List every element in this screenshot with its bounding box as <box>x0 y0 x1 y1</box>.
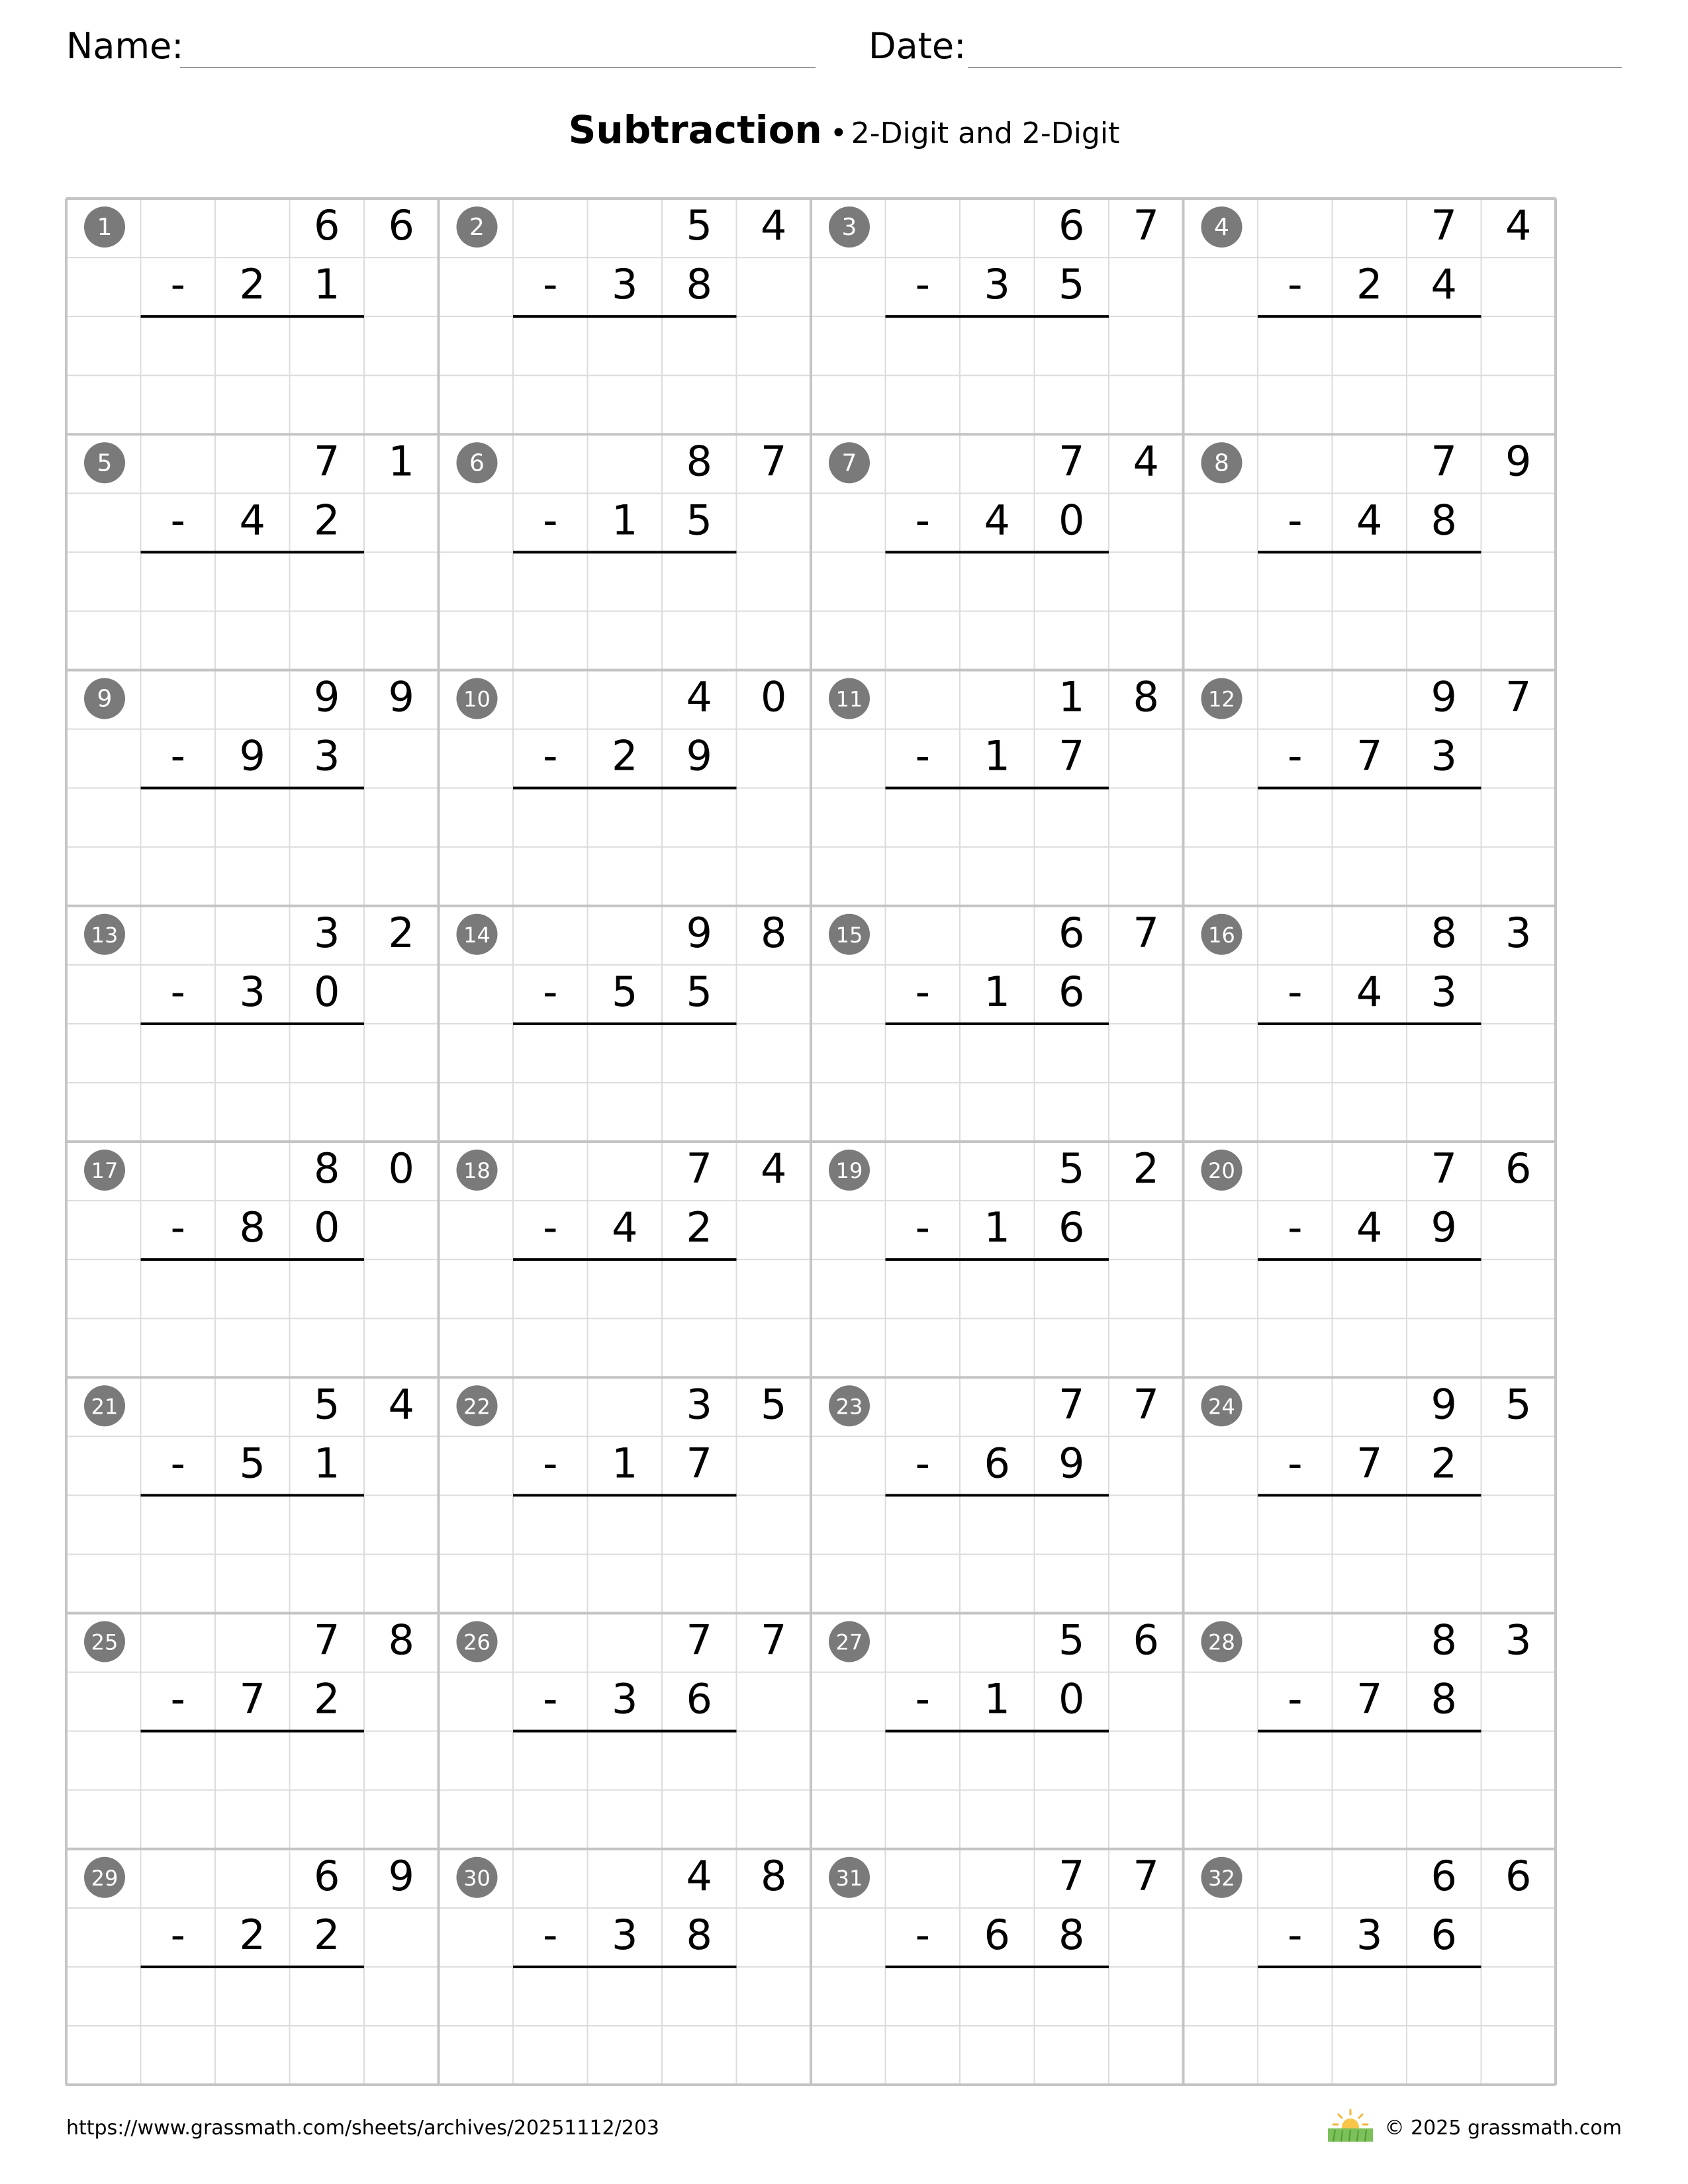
problem-number: 28 <box>1208 1629 1235 1655</box>
minuend-tens-digit: 6 <box>314 201 340 250</box>
minus-sign: - <box>543 731 558 780</box>
minus-sign: - <box>915 1674 930 1723</box>
subtrahend-tens-digit: 2 <box>1356 260 1383 309</box>
problem-22 <box>457 1380 787 1495</box>
minuend-tens-digit: 8 <box>1430 908 1457 957</box>
subtrahend-ones-digit: 2 <box>314 496 340 545</box>
minuend-tens-digit: 9 <box>686 908 712 957</box>
subtrahend-ones-digit: 8 <box>686 1910 712 1959</box>
subtrahend-tens-digit: 1 <box>612 1439 638 1488</box>
subtrahend-ones-digit: 3 <box>314 731 340 780</box>
minus-sign: - <box>915 260 930 309</box>
subtrahend-tens-digit: 3 <box>612 1674 638 1723</box>
minus-sign: - <box>170 1203 185 1252</box>
problem-number: 24 <box>1208 1394 1235 1420</box>
minus-sign: - <box>915 1910 930 1959</box>
subtrahend-ones-digit: 0 <box>1058 496 1085 545</box>
minus-sign: - <box>170 731 185 780</box>
subtrahend-ones-digit: 9 <box>1430 1203 1457 1252</box>
minus-sign: - <box>170 496 185 545</box>
minuend-tens-digit: 8 <box>314 1144 340 1193</box>
subtrahend-tens-digit: 1 <box>984 1203 1010 1252</box>
minuend-ones-digit: 9 <box>1505 437 1532 486</box>
problem-17 <box>84 1144 414 1259</box>
problem-number: 23 <box>835 1394 863 1420</box>
minuend-tens-digit: 7 <box>314 1615 340 1664</box>
minus-sign: - <box>170 260 185 309</box>
minuend-ones-digit: 4 <box>761 201 787 250</box>
problem-14 <box>457 909 787 1024</box>
minuend-ones-digit: 5 <box>761 1380 787 1429</box>
subtrahend-ones-digit: 2 <box>314 1674 340 1723</box>
minuend-tens-digit: 3 <box>314 908 340 957</box>
subtrahend-tens-digit: 7 <box>239 1674 265 1723</box>
problem-6 <box>457 437 787 552</box>
minuend-tens-digit: 5 <box>314 1380 340 1429</box>
minuend-tens-digit: 6 <box>314 1851 340 1900</box>
subtrahend-ones-digit: 6 <box>1058 1203 1085 1252</box>
problem-29 <box>84 1852 414 1967</box>
subtrahend-tens-digit: 3 <box>984 260 1010 309</box>
subtrahend-ones-digit: 2 <box>686 1203 712 1252</box>
subtrahend-tens-digit: 2 <box>239 1910 265 1959</box>
footer-copyright: © 2025 grassmath.com <box>1384 2116 1622 2140</box>
minuend-tens-digit: 5 <box>686 201 712 250</box>
problem-27 <box>829 1616 1159 1731</box>
date-label: Date: <box>868 25 966 67</box>
minus-sign: - <box>1288 260 1303 309</box>
minuend-ones-digit: 7 <box>1133 1851 1159 1900</box>
minuend-tens-digit: 5 <box>1058 1615 1085 1664</box>
subtrahend-ones-digit: 4 <box>1430 260 1457 309</box>
subtrahend-tens-digit: 3 <box>239 967 265 1016</box>
problem-16 <box>1201 909 1532 1024</box>
subtrahend-tens-digit: 7 <box>1356 731 1383 780</box>
minuend-ones-digit: 3 <box>1505 908 1532 957</box>
problem-4 <box>1201 201 1532 316</box>
minus-sign: - <box>915 731 930 780</box>
problem-13 <box>84 909 414 1024</box>
subtrahend-ones-digit: 2 <box>1430 1439 1457 1488</box>
subtrahend-tens-digit: 5 <box>239 1439 265 1488</box>
minuend-ones-digit: 7 <box>1133 908 1159 957</box>
problem-number: 7 <box>841 449 857 477</box>
problem-number: 2 <box>469 214 485 241</box>
subtrahend-ones-digit: 6 <box>1430 1910 1457 1959</box>
minus-sign: - <box>543 1910 558 1959</box>
minuend-ones-digit: 7 <box>1133 1380 1159 1429</box>
problem-number: 31 <box>835 1865 863 1891</box>
subtrahend-tens-digit: 6 <box>984 1439 1010 1488</box>
problem-number: 25 <box>91 1629 118 1655</box>
minuend-ones-digit: 8 <box>388 1615 414 1664</box>
problem-number: 29 <box>91 1865 118 1891</box>
subtrahend-ones-digit: 3 <box>1430 731 1457 780</box>
minus-sign: - <box>543 1203 558 1252</box>
minuend-ones-digit: 8 <box>761 1851 787 1900</box>
subtrahend-ones-digit: 5 <box>686 967 712 1016</box>
subtrahend-tens-digit: 1 <box>984 1674 1010 1723</box>
subtrahend-ones-digit: 2 <box>314 1910 340 1959</box>
minuend-ones-digit: 7 <box>1133 201 1159 250</box>
title-separator: • <box>829 116 847 150</box>
minuend-ones-digit: 3 <box>1505 1615 1532 1664</box>
subtrahend-tens-digit: 4 <box>1356 496 1383 545</box>
subtrahend-tens-digit: 4 <box>612 1203 638 1252</box>
problem-8 <box>1201 437 1532 552</box>
problem-number: 15 <box>835 922 863 948</box>
sun-over-grass-icon <box>1327 2109 1374 2143</box>
minuend-tens-digit: 7 <box>686 1615 712 1664</box>
minus-sign: - <box>915 1439 930 1488</box>
problem-5 <box>84 437 414 552</box>
minus-sign: - <box>1288 1674 1303 1723</box>
minuend-ones-digit: 0 <box>761 672 787 721</box>
subtrahend-tens-digit: 4 <box>239 496 265 545</box>
problem-number: 3 <box>841 214 857 241</box>
minuend-ones-digit: 4 <box>1133 437 1159 486</box>
minuend-ones-digit: 6 <box>388 201 414 250</box>
problem-number: 26 <box>463 1629 491 1655</box>
problem-number: 19 <box>835 1158 863 1183</box>
minuend-tens-digit: 4 <box>686 672 712 721</box>
problem-32 <box>1201 1852 1532 1967</box>
subtrahend-tens-digit: 1 <box>612 496 638 545</box>
subtrahend-ones-digit: 9 <box>686 731 712 780</box>
minuend-ones-digit: 7 <box>761 1615 787 1664</box>
minuend-ones-digit: 9 <box>388 672 414 721</box>
minuend-tens-digit: 5 <box>1058 1144 1085 1193</box>
subtrahend-tens-digit: 4 <box>984 496 1010 545</box>
minuend-tens-digit: 9 <box>1430 1380 1457 1429</box>
minuend-ones-digit: 6 <box>1133 1615 1159 1664</box>
subtrahend-ones-digit: 6 <box>686 1674 712 1723</box>
subtrahend-ones-digit: 1 <box>314 1439 340 1488</box>
subtrahend-tens-digit: 4 <box>1356 967 1383 1016</box>
minuend-tens-digit: 6 <box>1058 908 1085 957</box>
problem-number: 18 <box>463 1158 491 1183</box>
problem-number: 22 <box>463 1394 491 1420</box>
minuend-tens-digit: 7 <box>1430 201 1457 250</box>
minuend-ones-digit: 2 <box>388 908 414 957</box>
subtrahend-ones-digit: 0 <box>314 1203 340 1252</box>
subtrahend-ones-digit: 3 <box>1430 967 1457 1016</box>
problem-number: 9 <box>97 685 113 713</box>
minuend-tens-digit: 7 <box>1430 1144 1457 1193</box>
subtrahend-ones-digit: 8 <box>1058 1910 1085 1959</box>
minuend-tens-digit: 8 <box>686 437 712 486</box>
problem-number: 4 <box>1214 214 1229 241</box>
subtrahend-ones-digit: 1 <box>314 260 340 309</box>
minuend-tens-digit: 6 <box>1430 1851 1457 1900</box>
problem-15 <box>829 909 1159 1024</box>
problem-number: 12 <box>1208 686 1235 712</box>
subtrahend-tens-digit: 2 <box>612 731 638 780</box>
problem-20 <box>1201 1144 1532 1259</box>
minuend-tens-digit: 7 <box>1058 1380 1085 1429</box>
minuend-ones-digit: 1 <box>388 437 414 486</box>
minus-sign: - <box>543 496 558 545</box>
minus-sign: - <box>543 967 558 1016</box>
problem-number: 1 <box>97 214 113 241</box>
problem-30 <box>457 1852 787 1967</box>
minuend-tens-digit: 7 <box>1058 437 1085 486</box>
problem-9 <box>84 673 414 788</box>
minus-sign: - <box>170 1910 185 1959</box>
problem-12 <box>1201 673 1532 788</box>
title-subtitle: 2-Digit and 2-Digit <box>851 116 1120 150</box>
minuend-tens-digit: 4 <box>686 1851 712 1900</box>
problem-26 <box>457 1616 787 1731</box>
minuend-ones-digit: 4 <box>761 1144 787 1193</box>
name-label: Name: <box>66 25 184 67</box>
minuend-ones-digit: 4 <box>388 1380 414 1429</box>
minuend-tens-digit: 7 <box>1430 437 1457 486</box>
footer-url: https://www.grassmath.com/sheets/archives/20251112/203 <box>66 2116 660 2140</box>
minus-sign: - <box>170 1674 185 1723</box>
problem-1 <box>84 201 414 316</box>
minus-sign: - <box>1288 1203 1303 1252</box>
problem-11 <box>829 673 1159 788</box>
minuend-ones-digit: 8 <box>1133 672 1159 721</box>
minuend-ones-digit: 4 <box>1505 201 1532 250</box>
problem-number: 5 <box>97 449 113 477</box>
minus-sign: - <box>1288 967 1303 1016</box>
problem-number: 32 <box>1208 1865 1235 1891</box>
minuend-ones-digit: 0 <box>388 1144 414 1193</box>
subtrahend-tens-digit: 3 <box>612 1910 638 1959</box>
minuend-tens-digit: 9 <box>1430 672 1457 721</box>
subtrahend-tens-digit: 3 <box>612 260 638 309</box>
subtrahend-ones-digit: 8 <box>1430 1674 1457 1723</box>
minus-sign: - <box>915 967 930 1016</box>
subtrahend-ones-digit: 7 <box>686 1439 712 1488</box>
minuend-ones-digit: 9 <box>388 1851 414 1900</box>
subtrahend-tens-digit: 5 <box>612 967 638 1016</box>
subtrahend-ones-digit: 5 <box>686 496 712 545</box>
problem-number: 21 <box>91 1394 118 1420</box>
subtrahend-tens-digit: 3 <box>1356 1910 1383 1959</box>
minus-sign: - <box>1288 496 1303 545</box>
problem-number: 17 <box>91 1158 118 1183</box>
subtrahend-tens-digit: 7 <box>1356 1439 1383 1488</box>
minuend-ones-digit: 8 <box>761 908 787 957</box>
minus-sign: - <box>543 260 558 309</box>
subtrahend-tens-digit: 2 <box>239 260 265 309</box>
subtrahend-tens-digit: 4 <box>1356 1203 1383 1252</box>
subtrahend-tens-digit: 1 <box>984 731 1010 780</box>
minuend-ones-digit: 6 <box>1505 1144 1532 1193</box>
minuend-tens-digit: 9 <box>314 672 340 721</box>
problem-2 <box>457 201 787 316</box>
problem-number: 14 <box>463 922 491 948</box>
problem-number: 11 <box>835 686 863 712</box>
subtrahend-ones-digit: 0 <box>1058 1674 1085 1723</box>
problem-number: 6 <box>469 449 485 477</box>
subtrahend-ones-digit: 0 <box>314 967 340 1016</box>
subtrahend-ones-digit: 5 <box>1058 260 1085 309</box>
problem-28 <box>1201 1616 1532 1731</box>
problem-25 <box>84 1616 414 1731</box>
minus-sign: - <box>915 1203 930 1252</box>
minus-sign: - <box>1288 1439 1303 1488</box>
problem-23 <box>829 1380 1159 1495</box>
minuend-tens-digit: 6 <box>1058 201 1085 250</box>
subtrahend-ones-digit: 9 <box>1058 1439 1085 1488</box>
problem-number: 20 <box>1208 1158 1235 1183</box>
problem-7 <box>829 437 1159 552</box>
subtrahend-tens-digit: 1 <box>984 967 1010 1016</box>
minuend-ones-digit: 6 <box>1505 1851 1532 1900</box>
subtrahend-tens-digit: 7 <box>1356 1674 1383 1723</box>
problem-24 <box>1201 1380 1532 1495</box>
problem-18 <box>457 1144 787 1259</box>
minus-sign: - <box>543 1674 558 1723</box>
problem-31 <box>829 1852 1159 1967</box>
minuend-ones-digit: 5 <box>1505 1380 1532 1429</box>
problem-19 <box>829 1144 1159 1259</box>
minuend-tens-digit: 1 <box>1058 672 1085 721</box>
minus-sign: - <box>1288 731 1303 780</box>
subtrahend-tens-digit: 6 <box>984 1910 1010 1959</box>
subtrahend-tens-digit: 9 <box>239 731 265 780</box>
subtrahend-ones-digit: 8 <box>686 260 712 309</box>
problem-number: 13 <box>91 922 118 948</box>
minuend-tens-digit: 7 <box>686 1144 712 1193</box>
minuend-ones-digit: 7 <box>1505 672 1532 721</box>
minus-sign: - <box>170 967 185 1016</box>
minuend-tens-digit: 7 <box>1058 1851 1085 1900</box>
problem-number: 16 <box>1208 922 1235 948</box>
subtrahend-tens-digit: 8 <box>239 1203 265 1252</box>
problem-3 <box>829 201 1159 316</box>
problem-number: 27 <box>835 1629 863 1655</box>
problem-number: 30 <box>463 1865 491 1891</box>
minus-sign: - <box>170 1439 185 1488</box>
minus-sign: - <box>543 1439 558 1488</box>
minuend-tens-digit: 7 <box>314 437 340 486</box>
problem-number: 10 <box>463 686 491 712</box>
minus-sign: - <box>1288 1910 1303 1959</box>
minuend-tens-digit: 8 <box>1430 1615 1457 1664</box>
problem-21 <box>84 1380 414 1495</box>
subtrahend-ones-digit: 6 <box>1058 967 1085 1016</box>
subtrahend-ones-digit: 7 <box>1058 731 1085 780</box>
minuend-tens-digit: 3 <box>686 1380 712 1429</box>
minus-sign: - <box>915 496 930 545</box>
title-main: Subtraction <box>568 107 822 152</box>
problem-10 <box>457 673 787 788</box>
problem-number: 8 <box>1214 449 1229 477</box>
minuend-ones-digit: 2 <box>1133 1144 1159 1193</box>
minuend-ones-digit: 7 <box>761 437 787 486</box>
subtrahend-ones-digit: 8 <box>1430 496 1457 545</box>
